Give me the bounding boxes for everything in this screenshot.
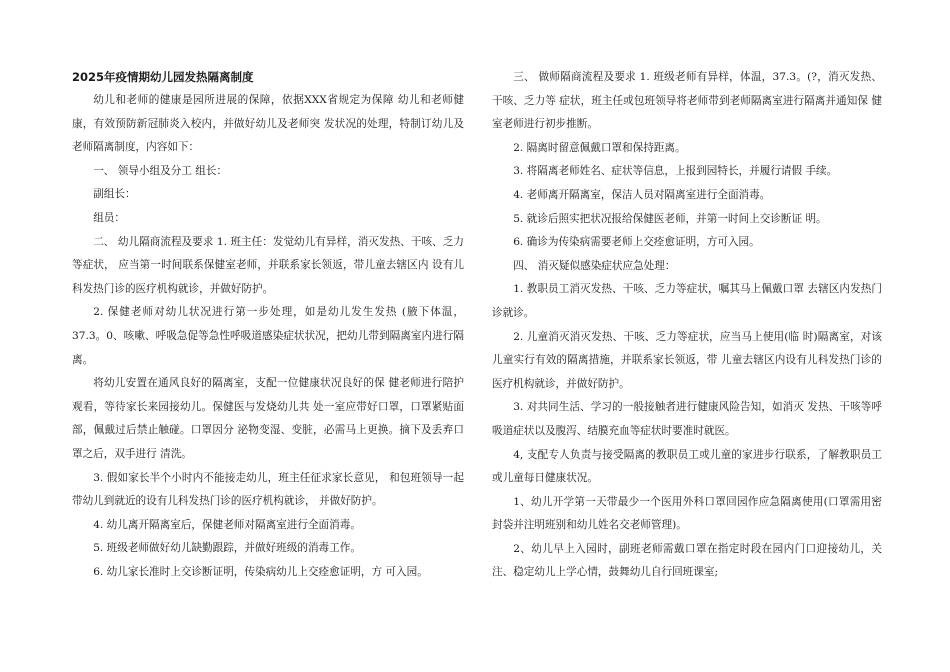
paragraph: 2. 保健老师对幼儿状况进行第一步处理，如是幼儿发生发热 (腋下体温，37.3。0、咳嗽、呼吸急促等急性呼吸道感染症状状况，把幼儿带到隔离室内进行隔离。 bbox=[72, 306, 464, 366]
paragraph: 5. 就诊后照实把状况报给保健医老师，并第一时间上交诊断证 明。 bbox=[513, 212, 827, 225]
paragraph: 4. 幼儿离开隔离室后，保健老师对隔离室进行全面消毒。 bbox=[93, 518, 361, 531]
paragraph: 副组长： bbox=[93, 188, 136, 201]
paragraph: 5. 班级老师做好幼儿缺勤跟踪，并做好班级的消毒工作。 bbox=[93, 542, 361, 555]
paragraph: 2、幼儿早上入园时，副班老师需戴口罩在指定时段在园内门口迎接幼儿，关注、稳定幼儿上学心情，鼓舞幼儿自行回班课室; bbox=[492, 542, 882, 579]
left-column bbox=[72, 66, 464, 584]
paragraph: 2. 儿童消灭消灭发热、干咳、乏力等症状，应当马上使用(临 时)隔离室，对该儿童实行有效的隔离措施，并联系家长领返，带 儿童去辖区内设有儿科发热门诊的医疗机构就诊，并做好防护。 bbox=[492, 330, 882, 390]
paragraph: 1. 教职员工消灭发热、干咳、乏力等症状，嘱其马上佩戴口罩 去辖区内发热门诊就诊。 bbox=[492, 283, 882, 319]
paragraph: 6. 确诊为传染病需要老师上交痊愈证明，方可入园。 bbox=[513, 236, 760, 249]
paragraph: 将幼儿安置在通风良好的隔离室，支配一位健康状况良好的保 健老师进行陪护观看，等待家长来园接幼儿。保健医与发烧幼儿共 处一室应带好口罩，口罩紧贴面部，佩戴过后禁止触碰。口罩因分 泌物变湿、变脏，必需马上更换。摘下及丢弃口罩之后，双手进行 清洗。 bbox=[72, 377, 464, 460]
paragraph: 四、 消灭疑似感染症状应急处理： bbox=[513, 259, 676, 272]
paragraph: 6. 幼儿家长准时上交诊断证明，传染病幼儿上交痊愈证明，方 可入园。 bbox=[93, 565, 428, 578]
right-column bbox=[492, 66, 882, 585]
paragraph: 组员： bbox=[93, 211, 125, 224]
paragraph: 幼儿和老师的健康是园所进展的保障，依据XXX省规定为保障 幼儿和老师健康，有效预防新冠肺炎入校内，并做好幼儿及老师突 发状况的处理，特制订幼儿及老师隔离制度，内容如下： bbox=[72, 94, 464, 154]
paragraph: 3. 假如家长半个小时内不能接走幼儿，班主任征求家长意见， 和包班领导一起带幼儿到就近的设有儿科发热门诊的医疗机构就诊， 并做好防护。 bbox=[72, 471, 464, 508]
paragraph: 2. 隔离时留意佩戴口罩和保持距离。 bbox=[513, 141, 686, 154]
document-title: 2025年疫情期幼儿园发热隔离制度 bbox=[72, 70, 254, 84]
paragraph: 4, 支配专人负责与接受隔离的教职员工或儿童的家进步行联系，了解教职员工或儿童每日健康状况。 bbox=[492, 448, 882, 485]
paragraph: 3. 对共同生活、学习的一般接触者进行健康风险告知，如消灭 发热、干咳等呼吸道症状以及腹泻、结膜充血等症状时要准时就医。 bbox=[492, 401, 882, 437]
paragraph: 1、幼儿开学第一天带最少一个医用外科口罩回园作应急隔离使用(口罩需用密封袋并注明班别和幼儿姓名交老师管理)。 bbox=[492, 495, 882, 532]
paragraph: 三、 做师隔商流程及要求 1. 班级老师有异样，体温，37.3。(?，消灭发热、干咳、乏力等 症状，班主任或包班领导将老师带到老师隔离室进行隔离并通知保 健室老师进行初步推断。 bbox=[492, 71, 882, 131]
paragraph: 3. 将隔离老师姓名、症状等信息，上报到园特长，并履行请假 手续。 bbox=[513, 165, 838, 178]
paragraph: 二、 幼儿隔商流程及要求 1. 班主任：发觉幼儿有异样，消灭发热、干咳、乏力等症状， 应当第一时间联系保健室老师，并联系家长领返，带儿童去辖区内 设有儿科发热门诊的医疗机构就诊，并做好防护。 bbox=[72, 235, 464, 295]
paragraph: 4. 老师离开隔离室，保洁人员对隔离室进行全面消毒。 bbox=[513, 188, 771, 201]
paragraph: 一、 领导小组及分工 组长： bbox=[93, 164, 228, 177]
